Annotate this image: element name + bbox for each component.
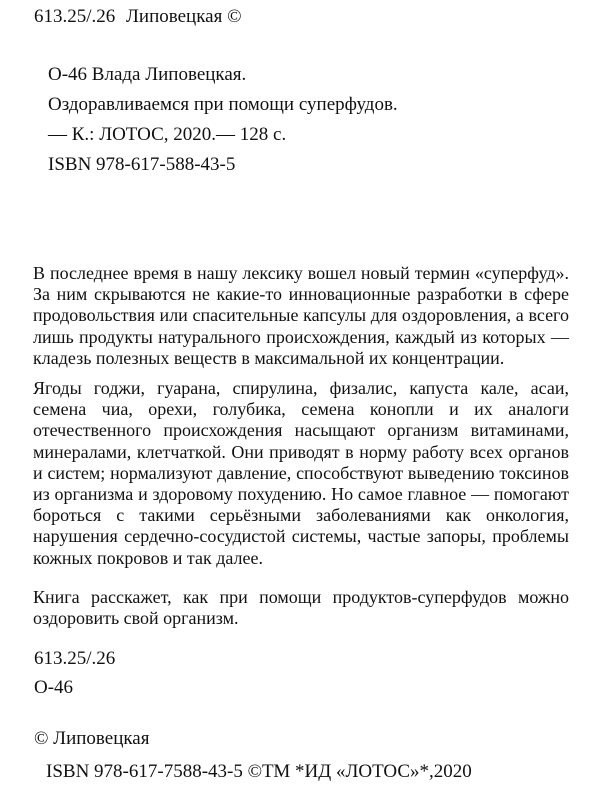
udc-index: 613.25/.26 [34, 648, 116, 669]
abstract-paragraph-3: Книга расскажет, как при помощи продуктов-суперфудов можно оздоровить свой организм. [33, 587, 569, 629]
bib-author-title: О-46 Влада Липовецкая. [48, 64, 247, 85]
bib-isbn: ISBN 978-617-588-43-5 [48, 154, 236, 175]
copyright-notice: © Липовецкая [34, 728, 150, 749]
bib-book-title: Оздоравливаемся при помощи суперфудов. [48, 94, 398, 115]
author-copyright: Липовецкая © [126, 6, 242, 27]
abstract-paragraph-1: В последнее время в нашу лексику вошел новый термин «суперфуд». За ним скрываются не какие-то инновационные разработки в сфере продовольствия или спасительные капсулы для оздоровления, а всего лишь продукты натурального происхождения, каждый из которых — кладезь полезных веществ в максимальной их концентрации. [33, 263, 569, 368]
classification-code: 613.25/.26 [34, 6, 116, 27]
footer-isbn: ISBN 978-617-7588-43-5 ©ТМ *ИД «ЛОТОС»*,2020 [46, 761, 472, 782]
bbk-index: О-46 [34, 677, 74, 698]
header-line [34, 6, 242, 28]
bib-publisher: — К.: ЛОТОС, 2020.— 128 с. [48, 124, 287, 145]
abstract-paragraph-2: Ягоды годжи, гуарана, спирулина, физалис, капуста кале, асаи, семена чиа, орехи, голубика, семена конопли и их аналоги отечественного происхождения насыщают организм витаминами, минералами, клетчаткой. Они приводят в норму работу всех органов и систем; нормализуют давление, способствуют выведению токсинов из организма и здоровому похудению. Но самое главное — помогают бороться с такими серьёзными заболеваниями как онкология, нарушения сердечно-сосудистой системы, частые запоры, проблемы кожных покровов и так далее. [33, 378, 569, 568]
